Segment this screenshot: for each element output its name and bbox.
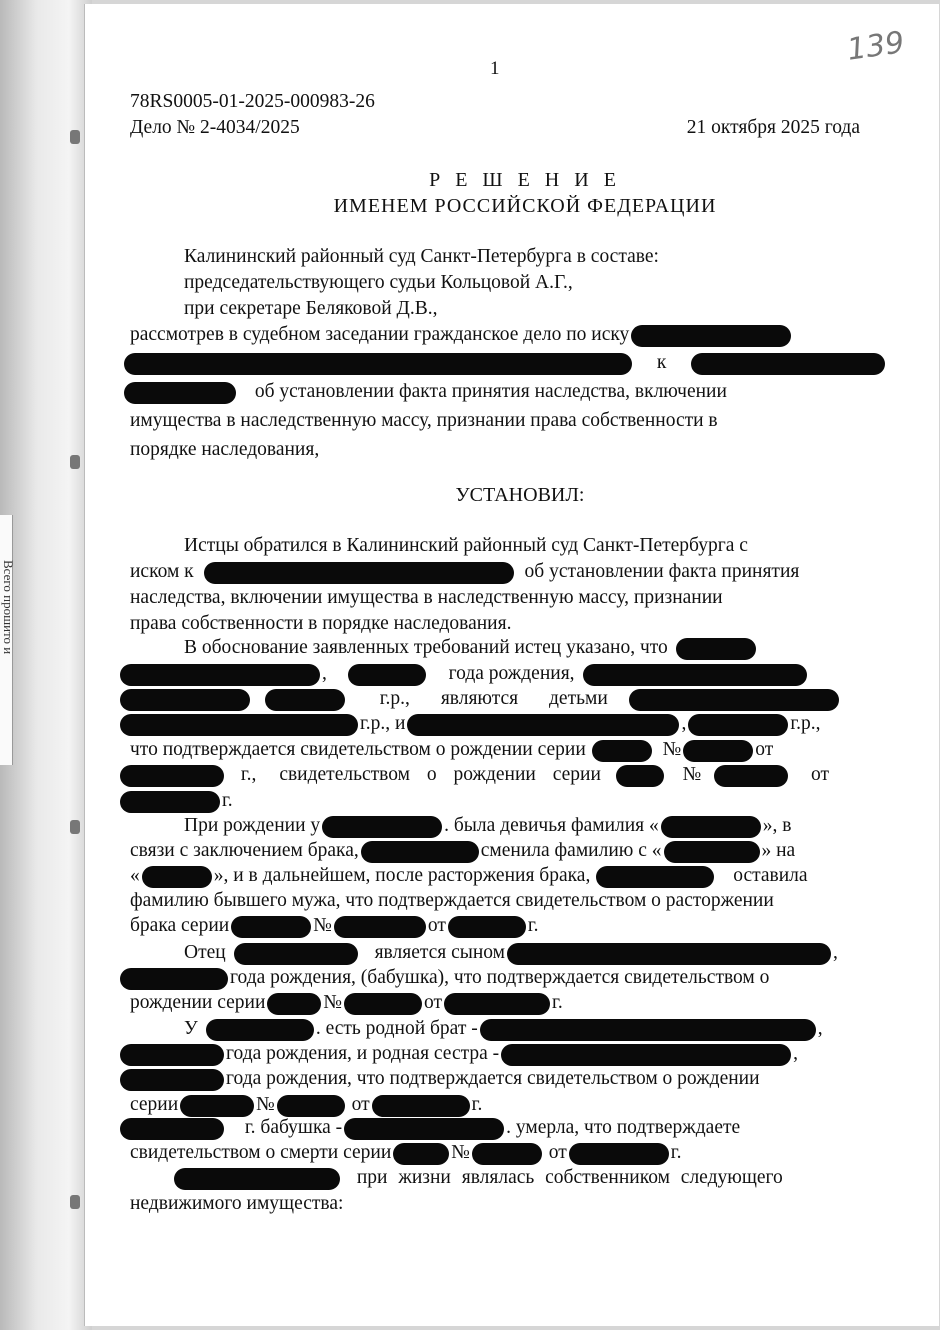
intro-secretary: при секретаре Беляковой Д.В., (184, 298, 438, 319)
staple-mark (70, 1195, 80, 1209)
text-fragment: , (793, 1043, 799, 1064)
text-fragment: . есть родной брат - (315, 1018, 478, 1039)
scan-edge (0, 0, 92, 1330)
text-fragment: что подтверждается свидетельством о рождении серии (130, 739, 586, 760)
text-fragment: брака серии (130, 915, 230, 936)
redaction (120, 968, 228, 990)
intro-judge: председательствующего судьи Кольцовой А.Г., (184, 272, 573, 293)
text-fragment: Отец (184, 942, 226, 963)
text-fragment: года рождения, (бабушка), что подтверждается свидетельством о (230, 967, 770, 988)
text-fragment: года рождения, что подтверждается свидетельством о рождении (226, 1068, 760, 1089)
text-fragment: оставила (733, 865, 808, 886)
text-fragment: При рождении у (184, 815, 321, 836)
text-fragment: г. (222, 790, 233, 811)
text-fragment: серии (552, 764, 601, 785)
body-line (130, 838, 865, 864)
intro-considered (130, 322, 865, 348)
text-fragment: , (833, 942, 838, 963)
text-fragment: о (426, 764, 437, 785)
text-fragment: № (323, 992, 343, 1013)
body-line (118, 1115, 865, 1141)
redaction (231, 916, 311, 938)
text-fragment: детьми (549, 688, 608, 709)
text-fragment: рождении серии (130, 992, 266, 1013)
body-line (130, 990, 865, 1016)
intro-subject-1 (122, 379, 865, 405)
redaction (507, 943, 831, 965)
text-fragment: от (427, 915, 446, 936)
body-line (118, 788, 853, 814)
redaction (120, 714, 358, 736)
text-fragment: « (130, 865, 140, 886)
redaction (631, 325, 791, 347)
text-fragment: от (755, 739, 774, 760)
text-fragment: », и в дальнейшем, после расторжения брака, (213, 865, 591, 886)
text-fragment: , (322, 663, 327, 684)
body-line: недвижимого имущества: (130, 1193, 344, 1214)
intro-court: Калининский районный суд Санкт-Петербурга в составе: (184, 246, 659, 267)
case-number: Дело № 2-4034/2025 (130, 117, 300, 138)
redaction (180, 1095, 254, 1117)
text-fragment: иском к (130, 561, 194, 582)
document-title: Р Е Ш Е Н И Е (429, 169, 621, 191)
text-fragment: свидетельством о смерти серии (130, 1142, 392, 1163)
intro-considered-text: рассмотрев в судебном заседании гражданское дело по иску (130, 324, 630, 345)
redaction (120, 1118, 224, 1140)
body-line (130, 1140, 865, 1166)
staple-mark (70, 455, 80, 469)
redaction (124, 382, 236, 404)
text-fragment: У (184, 1018, 198, 1039)
redaction (372, 1095, 470, 1117)
redaction (120, 1044, 224, 1066)
text-fragment: от (424, 992, 443, 1013)
text-fragment: г. (471, 1094, 483, 1115)
body-line (184, 813, 865, 839)
text-fragment: г., (240, 764, 257, 785)
text-fragment: № (662, 739, 682, 760)
page-number: 1 (490, 58, 500, 79)
text-fragment: г. (670, 1142, 682, 1163)
body-line: права собственности в порядке наследования. (130, 613, 512, 634)
body-line: Истцы обратился в Калининский районный суд Санкт-Петербурга с (184, 535, 748, 556)
redaction (691, 353, 885, 375)
body-line (184, 1016, 865, 1042)
body-line (172, 1165, 865, 1191)
body-line: фамилию бывшего мужа, что подтверждается свидетельством о расторжении (130, 890, 774, 911)
redaction (267, 993, 321, 1015)
text-fragment: . была девичья фамилия « (444, 815, 659, 836)
text-fragment: об установлении факта принятия (524, 561, 800, 582)
text-fragment: рождении (453, 764, 536, 785)
text-fragment: г. бабушка - (244, 1117, 343, 1138)
text-fragment: серии (130, 1094, 179, 1115)
text-fragment: г. (552, 992, 563, 1013)
text-fragment: », в (762, 815, 792, 836)
text-fragment: № (313, 915, 332, 936)
text-fragment: года рождения, (448, 663, 575, 684)
redaction (393, 1143, 449, 1165)
redaction (334, 916, 426, 938)
text-fragment: является сыном (374, 942, 506, 963)
staple-mark (70, 130, 80, 144)
body-line (118, 1041, 853, 1067)
redaction (596, 866, 714, 888)
redaction (592, 740, 652, 762)
intro-k: к (656, 352, 667, 373)
redaction (348, 664, 426, 686)
body-line (184, 940, 865, 966)
text-fragment: связи с заключением брака, (130, 840, 359, 861)
text-fragment: при жизни являлась собственником следующего (356, 1167, 783, 1188)
intro-parties (122, 350, 857, 376)
redaction (629, 689, 839, 711)
intro-subject-1-text: об установлении факта принятия наследства, включении (254, 381, 727, 402)
intro-subject-2: имущества в наследственную массу, признании права собственности в (130, 410, 718, 431)
redaction (124, 353, 632, 375)
text-fragment: В обоснование заявленных требований истец указано, что (184, 637, 668, 658)
body-line (118, 965, 853, 991)
redaction (714, 765, 788, 787)
redaction (448, 916, 526, 938)
body-line (184, 635, 865, 661)
redaction (583, 664, 807, 686)
redaction (344, 1118, 504, 1140)
text-fragment: от (351, 1094, 370, 1115)
section-established: УСТАНОВИЛ: (455, 484, 585, 506)
body-line (118, 686, 853, 712)
redaction (174, 1168, 340, 1190)
redaction (277, 1095, 345, 1117)
text-fragment: от (548, 1142, 567, 1163)
text-fragment: являются (440, 688, 519, 709)
redaction (204, 562, 514, 584)
redaction (265, 689, 345, 711)
text-fragment: . умерла, что подтверждаете (506, 1117, 741, 1138)
text-fragment: № (451, 1142, 470, 1163)
redaction (120, 689, 250, 711)
redaction (322, 816, 442, 838)
text-fragment: г.р., (790, 713, 821, 734)
decision-date: 21 октября 2025 года (686, 117, 860, 138)
redaction (688, 714, 788, 736)
redaction (480, 1019, 816, 1041)
text-fragment: г.р., (379, 688, 410, 709)
intro-subject-3: порядке наследования, (130, 439, 320, 460)
case-uid: 78RS0005-01-2025-000983-26 (130, 91, 375, 112)
text-fragment: сменила фамилию с « (480, 840, 662, 861)
body-line (130, 863, 865, 889)
body-line (118, 762, 865, 788)
redaction (664, 841, 760, 863)
body-line (118, 661, 853, 687)
redaction (444, 993, 550, 1015)
text-fragment: от (811, 764, 830, 785)
text-fragment: , (681, 713, 687, 734)
text-fragment: свидетельством (279, 764, 410, 785)
document-subtitle: ИМЕНЕМ РОССИЙСКОЙ ФЕДЕРАЦИИ (333, 195, 717, 217)
body-line (118, 1066, 853, 1092)
text-fragment: № (682, 764, 702, 785)
redaction (361, 841, 479, 863)
redaction (142, 866, 212, 888)
redaction (407, 714, 679, 736)
redaction (616, 765, 664, 787)
redaction (120, 791, 220, 813)
body-line (130, 913, 865, 939)
text-fragment: г. (527, 915, 539, 936)
redaction (120, 1069, 224, 1091)
redaction (569, 1143, 669, 1165)
redaction (661, 816, 761, 838)
body-line: наследства, включении имущества в наследственную массу, признании (130, 587, 723, 608)
body-line (118, 711, 853, 737)
redaction (120, 765, 224, 787)
redaction (344, 993, 422, 1015)
text-fragment: г.р., и (360, 713, 406, 734)
text-fragment: , (817, 1018, 823, 1039)
redaction (206, 1019, 314, 1041)
redaction (683, 740, 753, 762)
redaction (234, 943, 358, 965)
body-line (130, 559, 865, 585)
staple-mark (70, 820, 80, 834)
redaction (472, 1143, 542, 1165)
text-fragment: № (256, 1094, 275, 1115)
handwritten-page-stamp: 139 (845, 25, 907, 68)
text-fragment: года рождения, и родная сестра - (226, 1043, 500, 1064)
redaction (676, 638, 756, 660)
side-note: Всего прошито и (1, 560, 16, 655)
text-fragment: » на (761, 840, 796, 861)
redaction (501, 1044, 791, 1066)
body-line (130, 737, 865, 763)
redaction (120, 664, 320, 686)
case-number-row (130, 115, 865, 141)
